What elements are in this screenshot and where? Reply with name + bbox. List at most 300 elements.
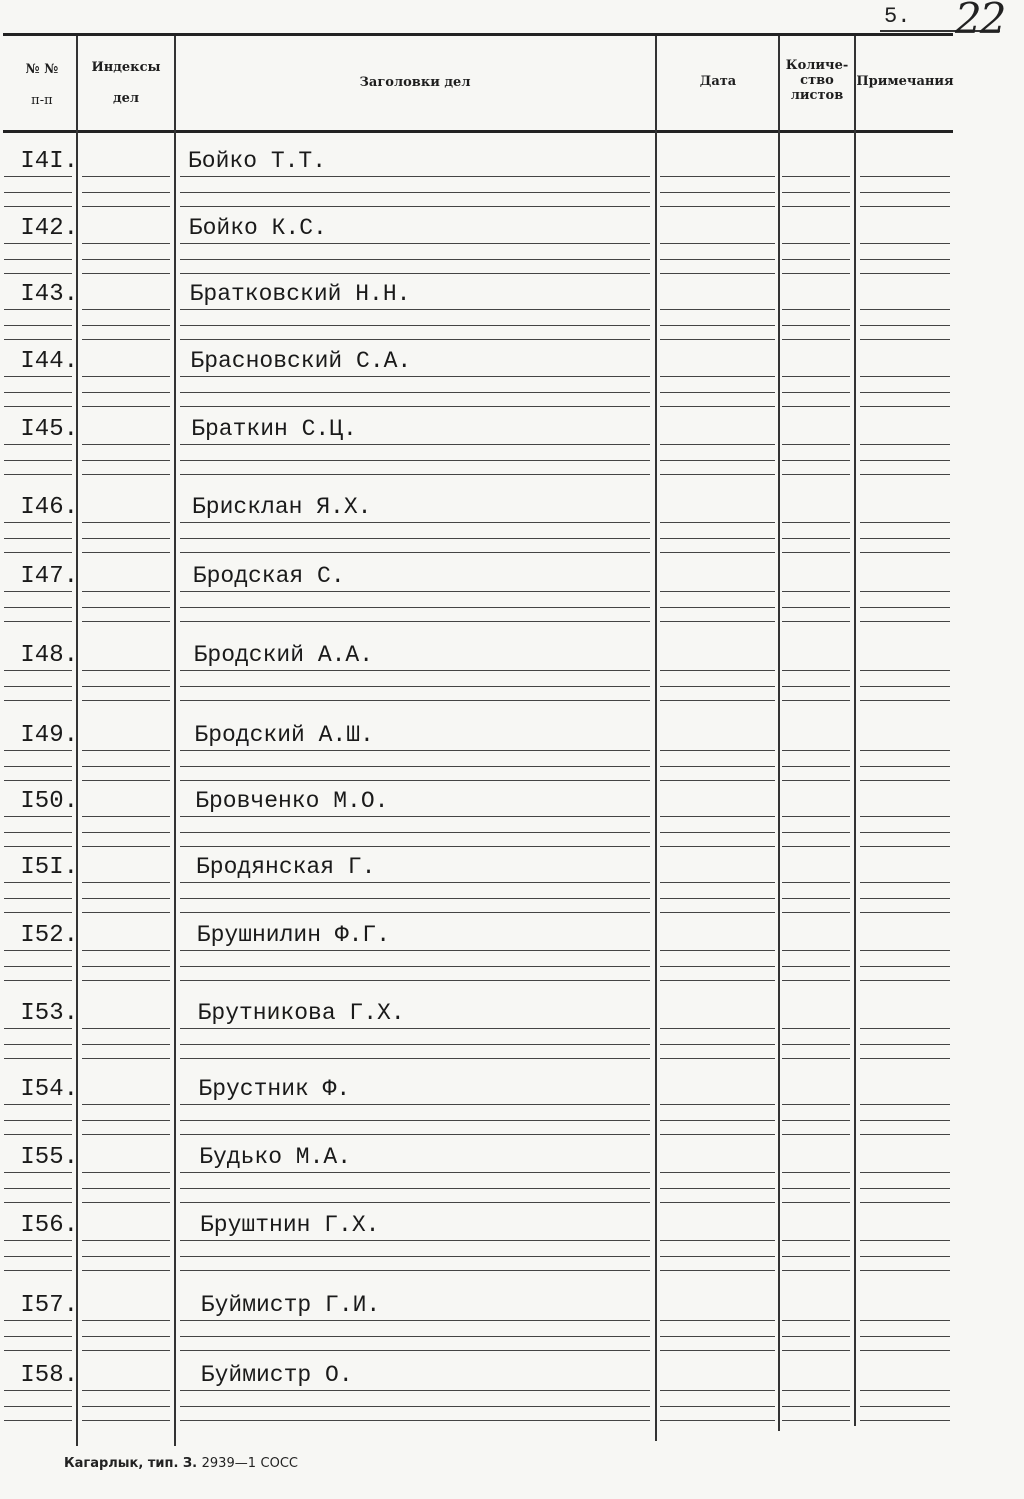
table-row	[0, 1284, 960, 1354]
row-ruling	[782, 392, 850, 393]
row-ruling	[860, 1336, 950, 1337]
row-ruling	[660, 552, 775, 553]
row-ruling	[782, 832, 850, 833]
row-ruling	[660, 1420, 775, 1421]
row-ruling	[82, 1320, 170, 1321]
row-ruling	[180, 1320, 650, 1321]
row-ruling	[180, 686, 650, 687]
row-ruling	[4, 750, 72, 751]
row-ruling	[82, 1058, 170, 1059]
row-ruling	[782, 376, 850, 377]
row-ruling	[660, 522, 775, 523]
row-ruling	[82, 591, 170, 592]
row-ruling	[180, 538, 650, 539]
row-title: Бродская С.	[192, 563, 345, 589]
row-ruling	[82, 1120, 170, 1121]
row-ruling	[860, 243, 950, 244]
row-title: Брушнилин Ф.Г.	[196, 922, 391, 948]
row-ruling	[82, 538, 170, 539]
row-ruling	[4, 980, 72, 981]
row-ruling	[860, 460, 950, 461]
row-ruling	[4, 444, 72, 445]
row-ruling	[660, 1058, 775, 1059]
row-ruling	[660, 1406, 775, 1407]
row-ruling	[660, 259, 775, 260]
row-ruling	[660, 607, 775, 608]
table-row	[0, 1068, 960, 1138]
row-ruling	[82, 1202, 170, 1203]
row-ruling	[180, 392, 650, 393]
folio-number: 22	[955, 0, 1005, 43]
row-ruling	[180, 444, 650, 445]
table-row	[0, 634, 960, 704]
row-ruling	[180, 882, 650, 883]
row-ruling	[782, 406, 850, 407]
row-ruling	[4, 966, 72, 967]
row-ruling	[860, 1420, 950, 1421]
row-ruling	[180, 670, 650, 671]
row-ruling	[660, 1240, 775, 1241]
row-ruling	[4, 522, 72, 523]
row-ruling	[82, 1028, 170, 1029]
row-ruling	[180, 1058, 650, 1059]
row-ruling	[860, 474, 950, 475]
row-title: Бойко Т.Т.	[188, 148, 327, 174]
row-number: I47.	[20, 563, 78, 590]
row-ruling	[782, 686, 850, 687]
row-ruling	[660, 309, 775, 310]
row-ruling	[4, 192, 72, 193]
row-ruling	[660, 1270, 775, 1271]
row-ruling	[180, 474, 650, 475]
row-ruling	[660, 832, 775, 833]
row-ruling	[4, 912, 72, 913]
row-ruling	[860, 966, 950, 967]
row-ruling	[782, 1350, 850, 1351]
header-index: Индексы дел	[91, 60, 161, 106]
row-ruling	[4, 176, 72, 177]
row-ruling	[782, 1256, 850, 1257]
row-ruling	[860, 259, 950, 260]
row-ruling	[180, 309, 650, 310]
row-ruling	[82, 259, 170, 260]
row-ruling	[180, 1134, 650, 1135]
row-ruling	[180, 406, 650, 407]
row-number: I56.	[20, 1212, 78, 1239]
row-ruling	[4, 1270, 72, 1271]
row-ruling	[180, 1172, 650, 1173]
row-ruling	[180, 950, 650, 951]
row-ruling	[82, 406, 170, 407]
row-ruling	[660, 1188, 775, 1189]
row-ruling	[4, 1120, 72, 1121]
row-ruling	[180, 552, 650, 553]
row-ruling	[4, 1240, 72, 1241]
row-ruling	[660, 816, 775, 817]
row-ruling	[82, 1336, 170, 1337]
row-ruling	[860, 591, 950, 592]
row-ruling	[82, 176, 170, 177]
row-ruling	[82, 686, 170, 687]
row-ruling	[660, 406, 775, 407]
row-ruling	[4, 816, 72, 817]
row-ruling	[660, 1256, 775, 1257]
row-ruling	[660, 700, 775, 701]
row-ruling	[660, 392, 775, 393]
row-ruling	[4, 1058, 72, 1059]
row-ruling	[4, 406, 72, 407]
row-ruling	[180, 1188, 650, 1189]
row-ruling	[860, 176, 950, 177]
row-title: Буймистр Г.И.	[200, 1292, 381, 1318]
row-ruling	[180, 243, 650, 244]
row-ruling	[860, 376, 950, 377]
row-ruling	[660, 243, 775, 244]
row-ruling	[82, 670, 170, 671]
row-number: I52.	[20, 922, 78, 949]
table-row	[0, 207, 960, 277]
header-notes: Примечания	[856, 74, 954, 89]
row-ruling	[860, 832, 950, 833]
row-ruling	[860, 1188, 950, 1189]
row-ruling	[782, 1028, 850, 1029]
row-ruling	[180, 766, 650, 767]
row-number: I55.	[20, 1144, 78, 1171]
row-ruling	[180, 980, 650, 981]
row-ruling	[782, 591, 850, 592]
row-ruling	[180, 192, 650, 193]
row-number: I42.	[20, 215, 78, 242]
row-ruling	[82, 1104, 170, 1105]
row-ruling	[180, 816, 650, 817]
row-ruling	[782, 912, 850, 913]
table-row	[0, 1354, 960, 1424]
row-ruling	[782, 1188, 850, 1189]
row-ruling	[4, 1390, 72, 1391]
row-ruling	[782, 176, 850, 177]
row-ruling	[660, 1120, 775, 1121]
header-title: Заголовки дел	[359, 75, 471, 90]
row-ruling	[4, 1256, 72, 1257]
row-ruling	[4, 766, 72, 767]
row-ruling	[782, 1240, 850, 1241]
row-ruling	[82, 309, 170, 310]
table-row	[0, 340, 960, 410]
row-ruling	[860, 1134, 950, 1135]
row-ruling	[660, 686, 775, 687]
row-ruling	[660, 1202, 775, 1203]
row-ruling	[82, 607, 170, 608]
row-ruling	[860, 1028, 950, 1029]
row-ruling	[180, 1390, 650, 1391]
row-ruling	[782, 621, 850, 622]
row-ruling	[82, 1188, 170, 1189]
row-ruling	[782, 474, 850, 475]
row-ruling	[180, 325, 650, 326]
row-ruling	[180, 750, 650, 751]
row-ruling	[860, 1044, 950, 1045]
row-ruling	[782, 1202, 850, 1203]
row-ruling	[82, 1270, 170, 1271]
row-ruling	[180, 460, 650, 461]
row-ruling	[860, 1172, 950, 1173]
row-ruling	[82, 392, 170, 393]
row-ruling	[782, 950, 850, 951]
row-ruling	[180, 591, 650, 592]
row-number: I49.	[20, 722, 78, 749]
row-ruling	[860, 1058, 950, 1059]
row-ruling	[4, 1028, 72, 1029]
row-ruling	[180, 1406, 650, 1407]
row-title: Бродский А.Ш.	[194, 722, 374, 748]
row-ruling	[782, 670, 850, 671]
row-ruling	[4, 538, 72, 539]
row-ruling	[4, 700, 72, 701]
row-ruling	[180, 1420, 650, 1421]
row-ruling	[180, 1240, 650, 1241]
row-number: I53.	[20, 1000, 78, 1027]
row-ruling	[860, 816, 950, 817]
row-number: I46.	[20, 494, 78, 521]
row-ruling	[660, 980, 775, 981]
table-row	[0, 1136, 960, 1206]
row-ruling	[4, 460, 72, 461]
row-ruling	[660, 1134, 775, 1135]
row-ruling	[660, 1044, 775, 1045]
row-ruling	[4, 591, 72, 592]
row-ruling	[860, 766, 950, 767]
row-ruling	[782, 1134, 850, 1135]
row-ruling	[180, 1028, 650, 1029]
row-ruling	[82, 912, 170, 913]
row-ruling	[180, 1044, 650, 1045]
table-row	[0, 914, 960, 984]
row-ruling	[660, 1028, 775, 1029]
row-ruling	[860, 1390, 950, 1391]
row-ruling	[82, 816, 170, 817]
row-ruling	[82, 700, 170, 701]
row-ruling	[4, 392, 72, 393]
header-date: Дата	[699, 74, 737, 89]
row-ruling	[782, 1390, 850, 1391]
row-title: Братковский Н.Н.	[189, 281, 411, 307]
row-ruling	[660, 1350, 775, 1351]
row-number: I4I.	[20, 148, 78, 175]
row-ruling	[82, 1350, 170, 1351]
row-ruling	[860, 1406, 950, 1407]
row-ruling	[782, 700, 850, 701]
row-ruling	[660, 444, 775, 445]
row-ruling	[782, 1120, 850, 1121]
row-title: Брутникова Г.Х.	[197, 1000, 405, 1026]
row-number: I48.	[20, 642, 78, 669]
row-ruling	[782, 1044, 850, 1045]
row-ruling	[4, 670, 72, 671]
row-ruling	[860, 980, 950, 981]
row-title: Бойко К.С.	[188, 215, 327, 241]
row-ruling	[860, 950, 950, 951]
row-ruling	[180, 1270, 650, 1271]
row-ruling	[82, 980, 170, 981]
row-ruling	[4, 1336, 72, 1337]
row-ruling	[180, 1120, 650, 1121]
row-ruling	[782, 1336, 850, 1337]
row-ruling	[660, 950, 775, 951]
row-number: I44.	[20, 348, 78, 375]
row-ruling	[660, 1320, 775, 1321]
table-row	[0, 780, 960, 850]
row-ruling	[782, 309, 850, 310]
header-sheets: Количе- ство листов	[785, 58, 849, 103]
row-ruling	[180, 898, 650, 899]
row-ruling	[660, 766, 775, 767]
row-ruling	[782, 607, 850, 608]
table-row	[0, 555, 960, 625]
row-title: Будько М.А.	[199, 1144, 352, 1170]
row-ruling	[4, 1202, 72, 1203]
row-ruling	[4, 882, 72, 883]
row-ruling	[180, 522, 650, 523]
row-ruling	[4, 1320, 72, 1321]
row-ruling	[82, 750, 170, 751]
row-ruling	[4, 686, 72, 687]
table-row	[0, 992, 960, 1062]
row-ruling	[180, 376, 650, 377]
row-ruling	[782, 750, 850, 751]
row-ruling	[782, 1320, 850, 1321]
row-title: Бруштнин Г.Х.	[200, 1212, 380, 1238]
sheet-number: 5.	[884, 4, 911, 29]
row-ruling	[860, 325, 950, 326]
row-ruling	[660, 1336, 775, 1337]
row-ruling	[82, 1390, 170, 1391]
row-ruling	[782, 966, 850, 967]
row-ruling	[4, 1350, 72, 1351]
row-ruling	[782, 882, 850, 883]
row-ruling	[782, 766, 850, 767]
table-row	[0, 273, 960, 343]
row-ruling	[660, 460, 775, 461]
row-ruling	[860, 444, 950, 445]
row-ruling	[782, 243, 850, 244]
row-title: Бродянская Г.	[196, 854, 376, 880]
row-ruling	[782, 325, 850, 326]
row-title: Бродский А.А.	[193, 642, 374, 668]
row-ruling	[860, 538, 950, 539]
row-ruling	[82, 898, 170, 899]
row-ruling	[860, 1256, 950, 1257]
row-ruling	[82, 1134, 170, 1135]
row-ruling	[660, 882, 775, 883]
row-ruling	[660, 376, 775, 377]
row-ruling	[180, 607, 650, 608]
row-ruling	[82, 243, 170, 244]
row-number: I43.	[20, 281, 78, 308]
row-ruling	[860, 1104, 950, 1105]
table-row	[0, 408, 960, 478]
row-ruling	[660, 591, 775, 592]
row-ruling	[660, 325, 775, 326]
row-ruling	[82, 966, 170, 967]
row-ruling	[860, 750, 950, 751]
row-ruling	[82, 832, 170, 833]
table-row	[0, 140, 960, 210]
row-ruling	[782, 1172, 850, 1173]
row-ruling	[860, 607, 950, 608]
row-ruling	[4, 259, 72, 260]
row-ruling	[4, 309, 72, 310]
row-ruling	[860, 309, 950, 310]
row-ruling	[660, 1172, 775, 1173]
row-ruling	[82, 766, 170, 767]
row-ruling	[82, 621, 170, 622]
row-ruling	[660, 474, 775, 475]
table-top-rule	[3, 33, 953, 36]
table-row	[0, 1204, 960, 1274]
row-ruling	[4, 621, 72, 622]
row-ruling	[860, 912, 950, 913]
row-ruling	[82, 325, 170, 326]
row-ruling	[782, 980, 850, 981]
row-ruling	[180, 832, 650, 833]
row-ruling	[860, 1320, 950, 1321]
row-ruling	[860, 882, 950, 883]
row-ruling	[860, 552, 950, 553]
row-ruling	[82, 1172, 170, 1173]
row-ruling	[782, 1270, 850, 1271]
row-ruling	[4, 376, 72, 377]
row-ruling	[782, 192, 850, 193]
row-ruling	[180, 1350, 650, 1351]
row-ruling	[782, 444, 850, 445]
row-ruling	[180, 1256, 650, 1257]
row-ruling	[82, 552, 170, 553]
row-ruling	[860, 406, 950, 407]
row-ruling	[860, 898, 950, 899]
row-title: Браткин С.Ц.	[191, 416, 357, 442]
row-ruling	[660, 912, 775, 913]
row-title: Брасновский С.А.	[190, 348, 412, 374]
row-ruling	[180, 700, 650, 701]
row-ruling	[82, 192, 170, 193]
row-ruling	[4, 898, 72, 899]
row-ruling	[860, 392, 950, 393]
row-ruling	[4, 1188, 72, 1189]
row-ruling	[782, 1406, 850, 1407]
row-ruling	[82, 1240, 170, 1241]
row-ruling	[4, 607, 72, 608]
row-ruling	[860, 1270, 950, 1271]
row-title: Бровченко М.О.	[195, 788, 389, 814]
row-ruling	[782, 460, 850, 461]
row-ruling	[782, 259, 850, 260]
row-ruling	[82, 522, 170, 523]
table-row	[0, 846, 960, 916]
row-ruling	[82, 1044, 170, 1045]
row-ruling	[180, 1104, 650, 1105]
row-ruling	[82, 376, 170, 377]
row-ruling	[180, 176, 650, 177]
table-row	[0, 714, 960, 784]
row-ruling	[860, 670, 950, 671]
row-ruling	[82, 1420, 170, 1421]
row-ruling	[860, 1350, 950, 1351]
row-title: Брисклан Я.Х.	[192, 494, 372, 520]
row-ruling	[82, 882, 170, 883]
row-ruling	[860, 192, 950, 193]
row-ruling	[82, 474, 170, 475]
row-ruling	[782, 816, 850, 817]
